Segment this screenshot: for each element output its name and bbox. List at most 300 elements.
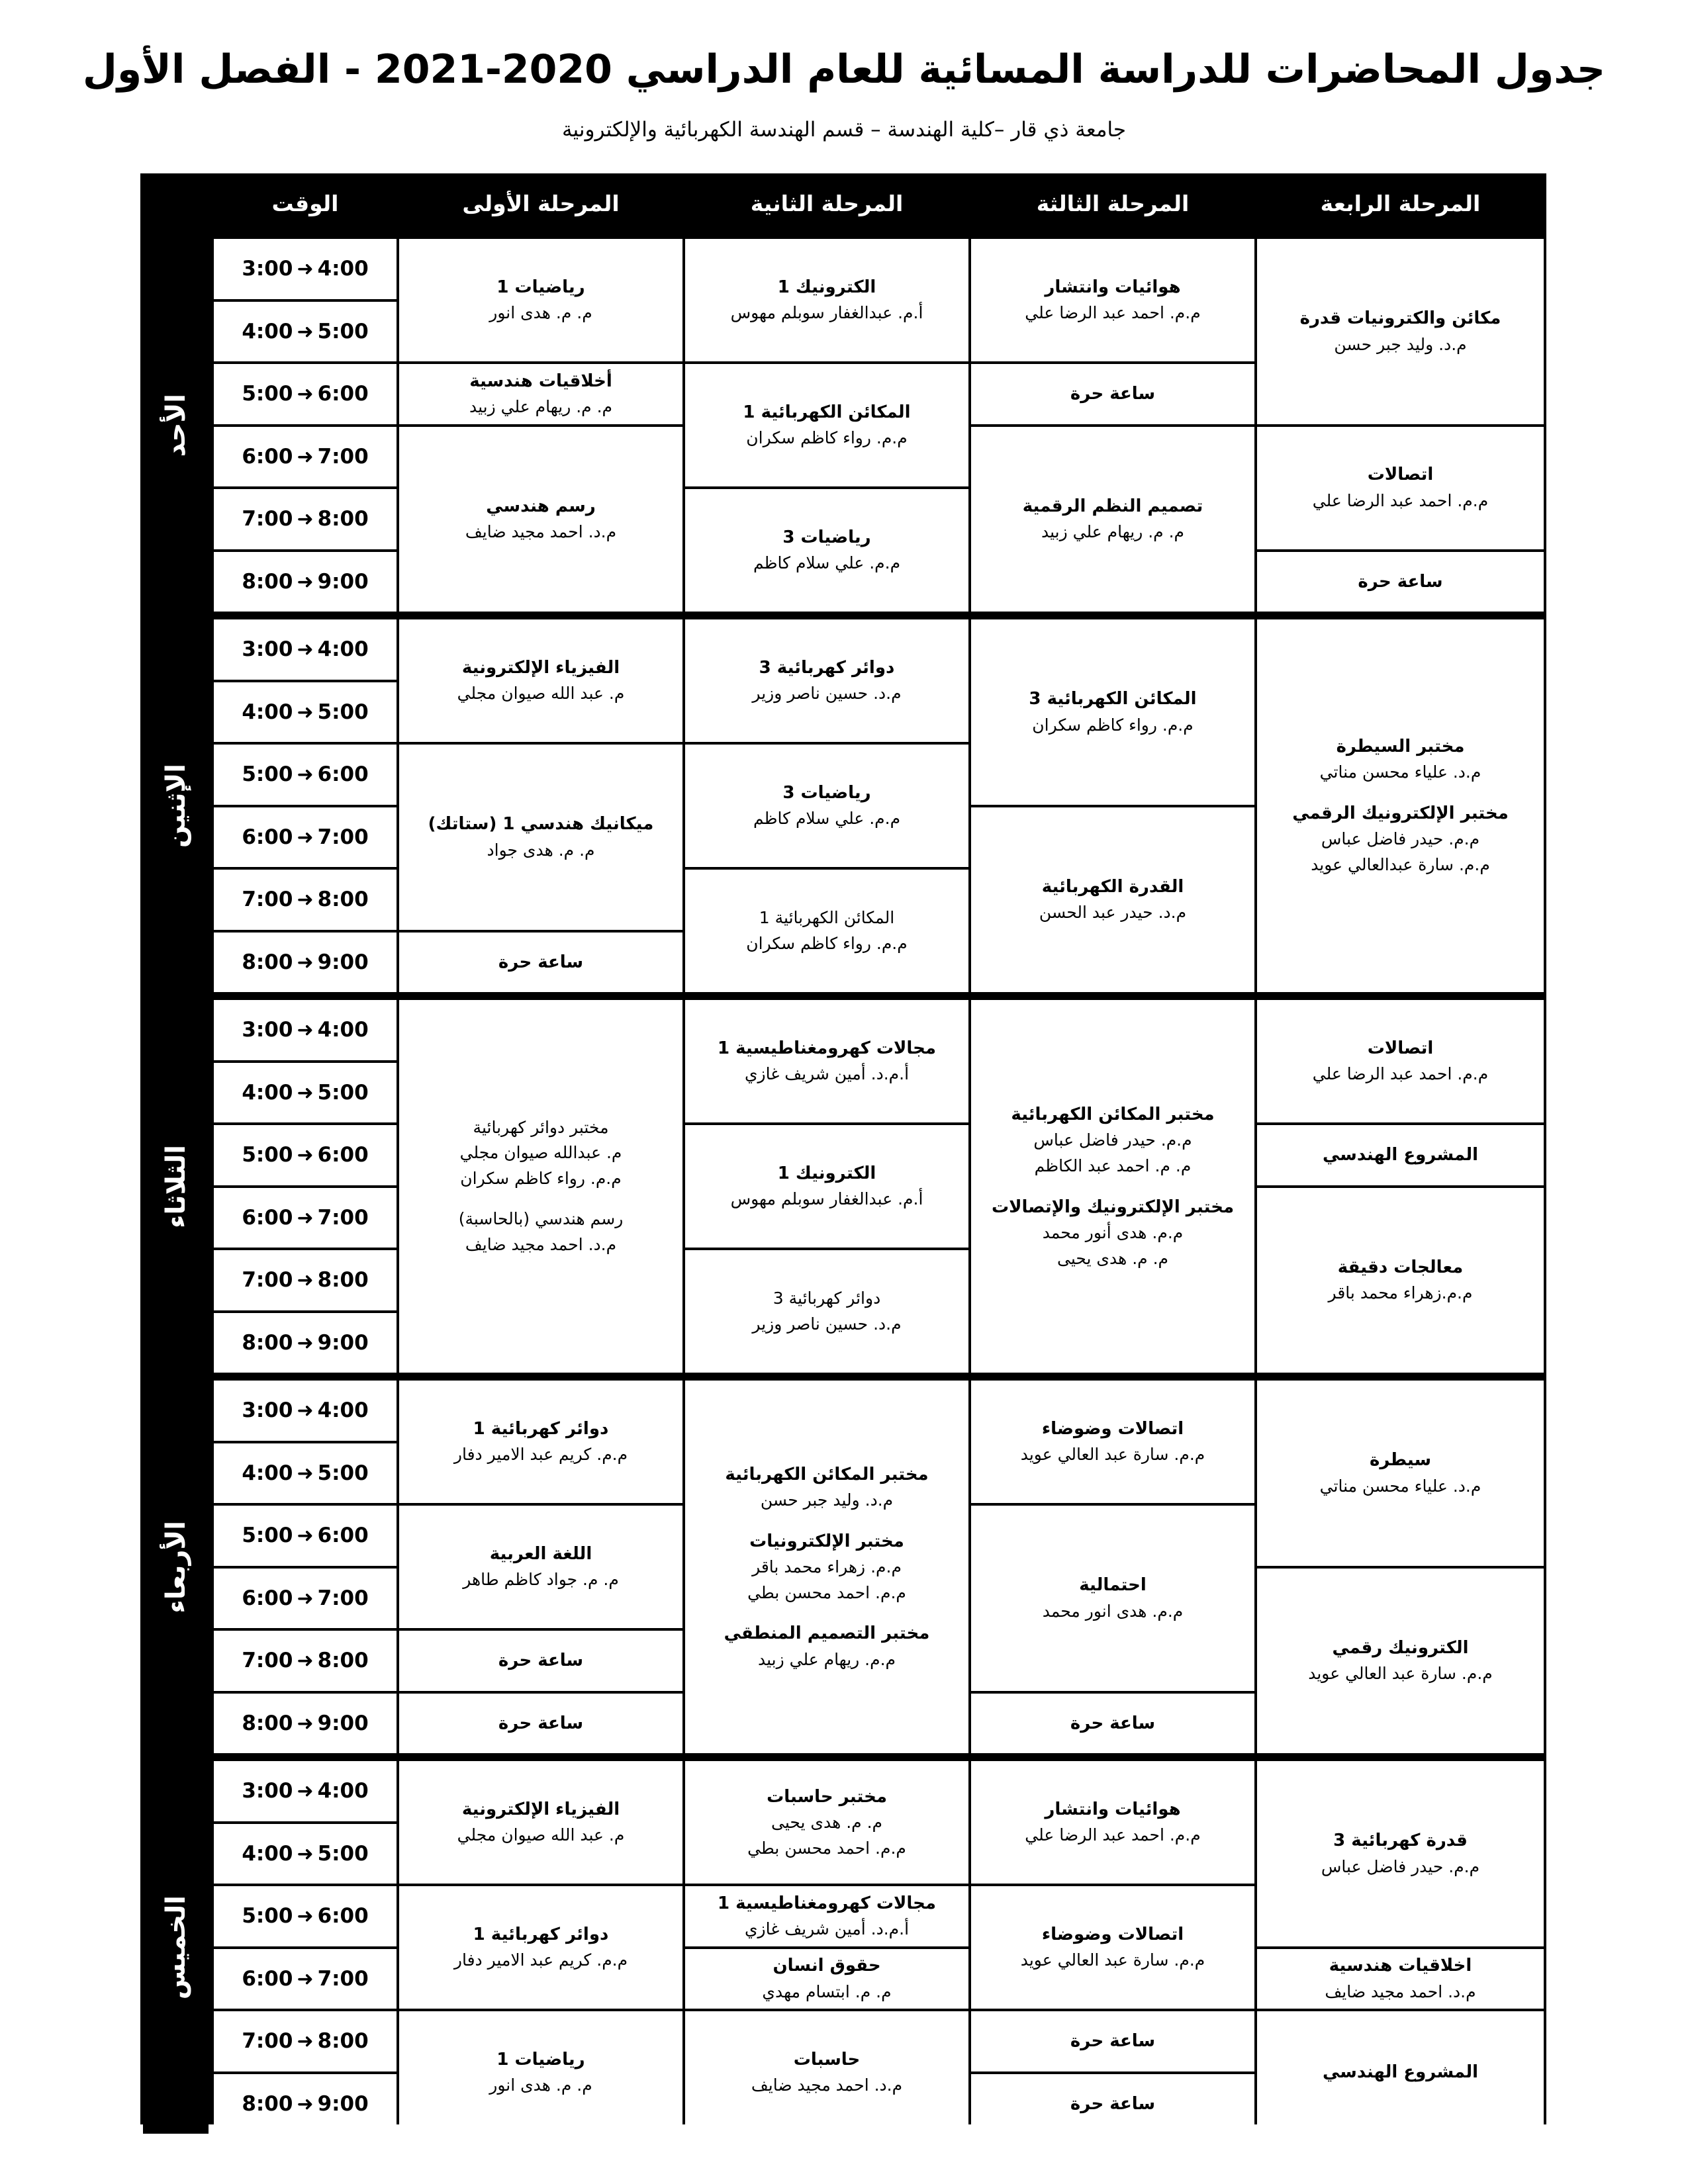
lecture-cell [685, 870, 968, 992]
course-title: سيطرة [1369, 1450, 1432, 1471]
time-range [242, 1967, 368, 1991]
time-start: 8:00 [242, 2091, 293, 2116]
time-slot [214, 933, 397, 993]
lecture-cell [399, 239, 682, 361]
lecturer-name: م. م. ابتسام مهدي [762, 1981, 892, 2001]
course-title: المكائن الكهربائية 3 [1029, 689, 1197, 709]
time-end: 5:00 [317, 1841, 369, 1866]
arrow-right-icon: ➜ [297, 445, 314, 469]
lecturer-name: م.م. سارة عبدالعالي عويد [1311, 855, 1490, 875]
time-slot [214, 1824, 397, 1884]
time-range [242, 887, 368, 911]
time-start: 4:00 [242, 319, 293, 343]
time-slot [214, 239, 397, 299]
course-title: مختبر المكائن الكهربائية [1011, 1104, 1215, 1124]
time-range [242, 1398, 368, 1422]
arrow-right-icon: ➜ [297, 1780, 314, 1803]
course-title: مختبر الإلكترونيات [749, 1531, 904, 1551]
time-slot [214, 552, 397, 612]
course-title: تصميم النظم الرقمية [1022, 496, 1203, 516]
time-range [242, 1586, 368, 1610]
lecturer-name: م. م. هدى انور [489, 2075, 592, 2095]
arrow-right-icon: ➜ [297, 638, 314, 662]
lecture-cell [685, 1949, 968, 2009]
lecturer-name: م. م. هدى يحيى [1056, 1248, 1169, 1268]
day-name: الثلاثاء [160, 1144, 191, 1228]
time-range [242, 570, 368, 594]
day-name: الإثنين [160, 763, 191, 848]
lecture-cell [971, 807, 1254, 993]
time-range [242, 1904, 368, 1928]
course-title: الكترونيك 1 [777, 277, 876, 297]
time-slot [214, 1761, 397, 1821]
time-slot [214, 427, 397, 487]
time-slot [214, 1000, 397, 1060]
course-title: مختبر الإلكترونيك الرقمي [1292, 803, 1509, 824]
arrow-right-icon: ➜ [297, 2092, 314, 2116]
lecture-cell [399, 1886, 682, 2009]
lecture-cell [1257, 1188, 1544, 1373]
time-range [242, 1018, 368, 1042]
time-end: 6:00 [317, 1524, 369, 1548]
arrow-right-icon: ➜ [297, 950, 314, 974]
lecture-cell [971, 1506, 1254, 1691]
time-end: 4:00 [317, 257, 369, 281]
lecturer-name: م.د. احمد مجيد ضايف [1325, 1981, 1476, 2001]
arrow-right-icon: ➜ [297, 508, 314, 531]
time-slot [214, 1631, 397, 1691]
lecture-cell [1257, 1000, 1544, 1122]
lecturer-name: م. م. ريهام علي زبيد [1041, 522, 1185, 542]
lecturer-name: أ.م. عبدالغفار سوبلم مهوس [730, 303, 923, 323]
arrow-right-icon: ➜ [297, 1331, 314, 1355]
time-start: 6:00 [242, 1205, 293, 1230]
course-title: ساعة حرة [498, 1651, 584, 1671]
lecture-cell [399, 1000, 682, 1373]
lecturer-name: م.م. كريم عبد الامير دفار [453, 1950, 628, 1970]
time-range [242, 1649, 368, 1672]
lecture-cell [685, 619, 968, 742]
time-slot [214, 1250, 397, 1310]
day-name: الأحد [160, 393, 191, 457]
time-start: 6:00 [242, 1586, 293, 1610]
lecture-cell [399, 427, 682, 612]
time-range [242, 1842, 368, 1866]
time-start: 5:00 [242, 1904, 293, 1929]
lecture-cell [685, 745, 968, 867]
lecturer-name: م.م. ريهام علي زبيد [757, 1649, 896, 1669]
time-end: 5:00 [317, 1080, 369, 1105]
lecture-cell [971, 364, 1254, 424]
lecturer-name: م.د. وليد جبر حسن [1334, 334, 1467, 354]
time-start: 7:00 [242, 2029, 293, 2054]
lecturer-name: م.م. احمد عبد الرضا علي [1025, 1825, 1201, 1845]
time-range [242, 1206, 368, 1230]
time-end: 9:00 [317, 1330, 369, 1355]
time-range [242, 1461, 368, 1485]
course-title: مكائن والكترونيات قدرة [1299, 308, 1501, 329]
header-stage3: المرحلة الثالثة [971, 176, 1254, 231]
page-subtitle: جامعة ذي قار –كلية الهندسة – قسم الهندسة الكهربائية والإلكترونية [561, 118, 1127, 142]
time-slot [214, 1569, 397, 1629]
time-end: 7:00 [317, 1586, 369, 1610]
time-end: 7:00 [317, 825, 369, 849]
time-slot [214, 2074, 397, 2134]
course-title: الكترونيك 1 [777, 1163, 876, 1183]
lecturer-name: م.م. سارة عبد العالي عويد [1020, 1950, 1205, 1970]
arrow-right-icon: ➜ [297, 825, 314, 849]
time-slot [214, 1694, 397, 1754]
arrow-right-icon: ➜ [297, 2030, 314, 2054]
lecture-cell [1257, 1381, 1544, 1566]
lecture-cell [1257, 2011, 1544, 2134]
course-title: اتصالات وضوضاء [1041, 1418, 1184, 1439]
time-start: 7:00 [242, 1268, 293, 1293]
time-start: 3:00 [242, 637, 293, 662]
arrow-right-icon: ➜ [297, 570, 314, 594]
lecturer-name: م.د. حيدر عبد الحسن [1039, 903, 1187, 923]
course-title: ساعة حرة [1358, 571, 1443, 592]
arrow-right-icon: ➜ [297, 1144, 314, 1167]
lecture-cell [685, 1125, 968, 1248]
time-range [242, 1331, 368, 1355]
page-title: جدول المحاضرات للدراسة المسائية للعام الدراسي 2020-2021 - الفصل الأول [82, 46, 1606, 93]
course-title: المشروع الهندسي [1322, 1145, 1479, 1165]
day-name: الأربعاء [160, 1520, 191, 1614]
course-title: المكائن الكهربائية 1 [743, 402, 911, 422]
day-name: الخميس [160, 1895, 191, 2000]
arrow-right-icon: ➜ [297, 257, 314, 281]
header-corner [143, 176, 209, 231]
time-start: 6:00 [242, 825, 293, 849]
arrow-right-icon: ➜ [297, 1649, 314, 1673]
course-title: اللغة العربية [489, 1543, 592, 1564]
lecture-cell [399, 619, 682, 742]
course-title: أخلاقيات هندسية [469, 371, 612, 391]
lecture-cell [971, 1000, 1254, 1373]
lecturer-name: أ.م.د. أمين شريف غازي [744, 1064, 910, 1084]
time-end: 8:00 [317, 507, 369, 531]
lecture-cell [399, 1694, 682, 1754]
time-slot [214, 1313, 397, 1373]
arrow-right-icon: ➜ [297, 1842, 314, 1866]
arrow-right-icon: ➜ [297, 763, 314, 787]
course-title: القدرة الكهربائية [1041, 876, 1184, 897]
time-range [242, 320, 368, 343]
lecturer-name: م.د. حسين ناصر وزير [752, 684, 902, 704]
arrow-right-icon: ➜ [297, 1586, 314, 1610]
lecturer-name: م. عبد الله صيوان مجلي [457, 684, 625, 704]
lecturer-name: مختبر دوائر كهربائية [473, 1117, 609, 1137]
time-slot [214, 1381, 397, 1441]
course-title: ساعة حرة [1070, 384, 1156, 404]
course-title: الفيزياء الإلكترونية [461, 1799, 620, 1819]
course-title: رياضيات 1 [496, 2049, 585, 2070]
lecturer-name: دوائر كهربائية 3 [773, 1288, 881, 1308]
course-title: هوائيات وانتشار [1045, 1799, 1181, 1819]
lecture-cell [1257, 1125, 1544, 1185]
time-end: 7:00 [317, 1966, 369, 1991]
course-title: اتصالات [1367, 1038, 1434, 1058]
time-slot [214, 1506, 397, 1566]
time-start: 5:00 [242, 1143, 293, 1167]
lecturer-name: م. م. هدى جواد [487, 840, 595, 860]
course-title: رياضيات 3 [782, 527, 871, 547]
lecture-cell [971, 427, 1254, 612]
time-range [242, 382, 368, 406]
arrow-right-icon: ➜ [297, 383, 314, 406]
time-start: 8:00 [242, 569, 293, 594]
lecturer-name: م.م. احمد عبد الرضا علي [1312, 490, 1489, 510]
arrow-right-icon: ➜ [297, 1206, 314, 1230]
time-range [242, 445, 368, 469]
header-stage4: المرحلة الرابعة [1257, 176, 1544, 231]
course-title: حاسبات [793, 2049, 861, 2070]
arrow-right-icon: ➜ [297, 1399, 314, 1423]
course-title: مختبر التصميم المنطقي [724, 1623, 930, 1644]
time-start: 4:00 [242, 700, 293, 724]
lecturer-name: م. م. ريهام علي زبيد [469, 397, 613, 417]
lecturer-name: م. عبدالله صيوان مجلي [459, 1143, 622, 1163]
lecture-cell [685, 1000, 968, 1122]
time-end: 6:00 [317, 1904, 369, 1929]
lecture-cell [399, 1381, 682, 1503]
time-range [242, 257, 368, 281]
lecturer-name: م. م. جواد كاظم طاهر [463, 1570, 619, 1590]
course-title: دوائر كهربائية 1 [473, 1924, 609, 1944]
time-end: 7:00 [317, 444, 369, 469]
course-title: دوائر كهربائية 1 [473, 1418, 609, 1439]
time-start: 8:00 [242, 950, 293, 974]
course-title: رياضيات 1 [496, 277, 585, 297]
time-range [242, 637, 368, 661]
time-range [242, 1081, 368, 1105]
course-title: مجالات كهرومغناطيسية 1 [718, 1038, 936, 1058]
course-title: اتصالات [1367, 465, 1434, 485]
lecturer-name: م.م. علي سلام كاظم [753, 809, 901, 829]
time-end: 4:00 [317, 1779, 369, 1803]
lecture-cell [1257, 619, 1544, 992]
day-label [143, 1381, 209, 1753]
course-title: ساعة حرة [498, 952, 584, 972]
time-end: 4:00 [317, 637, 369, 662]
course-title: الكترونيك رقمي [1332, 1637, 1469, 1658]
course-title: ساعة حرة [498, 1713, 584, 1733]
time-slot [214, 364, 397, 424]
time-end: 9:00 [317, 2091, 369, 2116]
lecture-cell [399, 1761, 682, 1884]
lecture-cell [685, 1381, 968, 1753]
lecturer-name: م.د. علياء محسن مناتي [1319, 762, 1481, 782]
time-end: 6:00 [317, 762, 369, 787]
lecturer-name: م.م. حيدر فاضل عباس [1321, 829, 1480, 849]
time-slot [214, 489, 397, 549]
lecture-cell [1257, 427, 1544, 549]
lecturer-name: م.م. احمد عبد الرضا علي [1312, 1064, 1489, 1084]
time-slot [214, 302, 397, 362]
lecture-cell [971, 1886, 1254, 2009]
course-title: قدرة كهربائية 3 [1333, 1831, 1468, 1851]
arrow-right-icon: ➜ [297, 320, 314, 343]
lecturer-name: م.د. احمد مجيد ضايف [465, 522, 617, 542]
lecturer-name: م. م. احمد عبد الكاظم [1034, 1156, 1192, 1175]
lecture-cell [399, 2011, 682, 2134]
time-start: 6:00 [242, 444, 293, 469]
lecture-cell [971, 1694, 1254, 1754]
time-end: 8:00 [317, 1268, 369, 1293]
lecturer-name: م. م. هدى انور [489, 303, 592, 323]
time-start: 3:00 [242, 1398, 293, 1423]
lecture-cell [971, 2011, 1254, 2071]
lecturer-name: م.د. احمد مجيد ضايف [465, 1234, 617, 1254]
lecturer-name: م.م. سارة عبد العالي عويد [1020, 1445, 1205, 1465]
lecturer-name: م.م. رواء كاظم سكران [1032, 715, 1194, 735]
time-start: 7:00 [242, 1649, 293, 1673]
day-label [143, 1761, 209, 2134]
time-range [242, 507, 368, 531]
time-end: 6:00 [317, 1143, 369, 1167]
lecture-cell [971, 1761, 1254, 1884]
arrow-right-icon: ➜ [297, 700, 314, 724]
course-title: اخلاقيات هندسية [1329, 1956, 1472, 1976]
lecture-cell [399, 745, 682, 930]
time-start: 3:00 [242, 257, 293, 281]
lecturer-name: م. م. هدى يحيى [771, 1812, 883, 1832]
arrow-right-icon: ➜ [297, 1711, 314, 1735]
course-title: ساعة حرة [1070, 2031, 1156, 2052]
lecturer-name: م.م. هدى أنور محمد [1042, 1222, 1184, 1242]
lecturer-name: م.م. احمد محسن بطي [747, 1838, 906, 1858]
lecture-cell [685, 489, 968, 612]
course-title: رياضيات 3 [782, 782, 871, 803]
course-title: دوائر كهربائية 3 [759, 657, 895, 678]
time-range [242, 1711, 368, 1735]
time-slot [214, 1443, 397, 1504]
time-slot [214, 1125, 397, 1185]
course-title: مختبر الإلكترونيك والإتصالات [991, 1197, 1235, 1217]
arrow-right-icon: ➜ [297, 1461, 314, 1485]
arrow-right-icon: ➜ [297, 1269, 314, 1293]
lecturer-name: م.م. رواء كاظم سكران [746, 933, 908, 953]
lecture-cell [685, 2011, 968, 2134]
course-title: هوائيات وانتشار [1045, 277, 1181, 297]
lecture-cell [971, 1381, 1254, 1503]
lecturer-name: م.م. احمد عبد الرضا علي [1025, 303, 1201, 323]
time-start: 7:00 [242, 887, 293, 912]
time-start: 5:00 [242, 382, 293, 406]
course-title: مختبر المكائن الكهربائية [725, 1464, 929, 1484]
lecture-cell [1257, 1569, 1544, 1754]
course-title: ساعة حرة [1070, 2093, 1156, 2114]
time-start: 3:00 [242, 1779, 293, 1803]
lecturer-name: أ.م. عبدالغفار سوبلم مهوس [730, 1189, 923, 1209]
lecturer-name: م.م. هدى انور محمد [1042, 1601, 1184, 1621]
time-slot [214, 682, 397, 743]
lecture-cell [399, 1631, 682, 1691]
lecture-cell [1257, 1761, 1544, 1946]
course-title: الفيزياء الإلكترونية [461, 657, 620, 678]
lecturer-name: م.م. زهراء محمد باقر [752, 1557, 902, 1576]
time-end: 5:00 [317, 319, 369, 343]
time-end: 6:00 [317, 382, 369, 406]
lecturer-name: م.م. سارة عبد العالي عويد [1308, 1664, 1493, 1684]
lecturer-name: م.د. علياء محسن مناتي [1319, 1476, 1481, 1496]
lecturer-name: م.د. احمد مجيد ضايف [751, 2075, 903, 2095]
lecturer-name: رسم هندسي (بالحاسبة) [458, 1208, 624, 1228]
day-label [143, 619, 209, 992]
time-range [242, 1268, 368, 1292]
time-end: 8:00 [317, 1649, 369, 1673]
time-range [242, 825, 368, 849]
arrow-right-icon: ➜ [297, 1524, 314, 1548]
lecturer-name: م.م. رواء كاظم سكران [460, 1169, 622, 1189]
time-range [242, 1524, 368, 1547]
course-title: ميكانيك هندسي 1 (ستاتك) [428, 814, 654, 835]
course-title: مجالات كهرومغناطيسية 1 [718, 1893, 936, 1913]
time-range [242, 762, 368, 786]
time-start: 7:00 [242, 507, 293, 531]
header-time: الوقت [214, 176, 397, 231]
lecturer-name: المكائن الكهربائية 1 [759, 907, 895, 927]
schedule-table [140, 173, 1546, 2124]
time-start: 4:00 [242, 1461, 293, 1485]
time-end: 5:00 [317, 1461, 369, 1485]
course-title: احتمالية [1079, 1575, 1147, 1596]
time-start: 4:00 [242, 1080, 293, 1105]
lecturer-name: م.م.زهراء محمد باقر [1328, 1283, 1473, 1303]
time-end: 9:00 [317, 1711, 369, 1735]
lecturer-name: م.م. علي سلام كاظم [753, 553, 901, 573]
lecture-cell [685, 1250, 968, 1373]
time-slot [214, 745, 397, 805]
lecturer-name: أ.م.د. أمين شريف غازي [744, 1919, 910, 1939]
course-title: مختبر السيطرة [1336, 737, 1465, 757]
time-slot [214, 1949, 397, 2009]
arrow-right-icon: ➜ [297, 888, 314, 912]
time-start: 5:00 [242, 1524, 293, 1548]
lecturer-name: م.م. احمد محسن بطي [747, 1582, 906, 1602]
lecture-cell [685, 1886, 968, 1946]
course-title: اتصالات وضوضاء [1041, 1924, 1184, 1944]
lecture-cell [971, 239, 1254, 361]
time-slot [214, 1886, 397, 1946]
lecture-cell [685, 364, 968, 486]
lecture-cell [399, 364, 682, 424]
time-end: 8:00 [317, 2029, 369, 2054]
time-start: 8:00 [242, 1711, 293, 1735]
lecturer-name: م.م. رواء كاظم سكران [746, 428, 908, 448]
arrow-right-icon: ➜ [297, 1081, 314, 1105]
time-start: 5:00 [242, 762, 293, 787]
time-start: 4:00 [242, 1841, 293, 1866]
day-label [143, 1000, 209, 1373]
time-end: 8:00 [317, 887, 369, 912]
arrow-right-icon: ➜ [297, 1905, 314, 1929]
lecture-cell [685, 239, 968, 361]
time-slot [214, 1063, 397, 1123]
time-slot [214, 870, 397, 930]
time-range [242, 700, 368, 724]
course-title: حقوق انسان [773, 1956, 881, 1976]
time-start: 6:00 [242, 1966, 293, 1991]
time-end: 9:00 [317, 569, 369, 594]
time-end: 4:00 [317, 1018, 369, 1042]
lecture-cell [1257, 552, 1544, 612]
arrow-right-icon: ➜ [297, 1967, 314, 1991]
time-end: 5:00 [317, 700, 369, 724]
time-range [242, 2092, 368, 2116]
lecture-cell [1257, 239, 1544, 424]
